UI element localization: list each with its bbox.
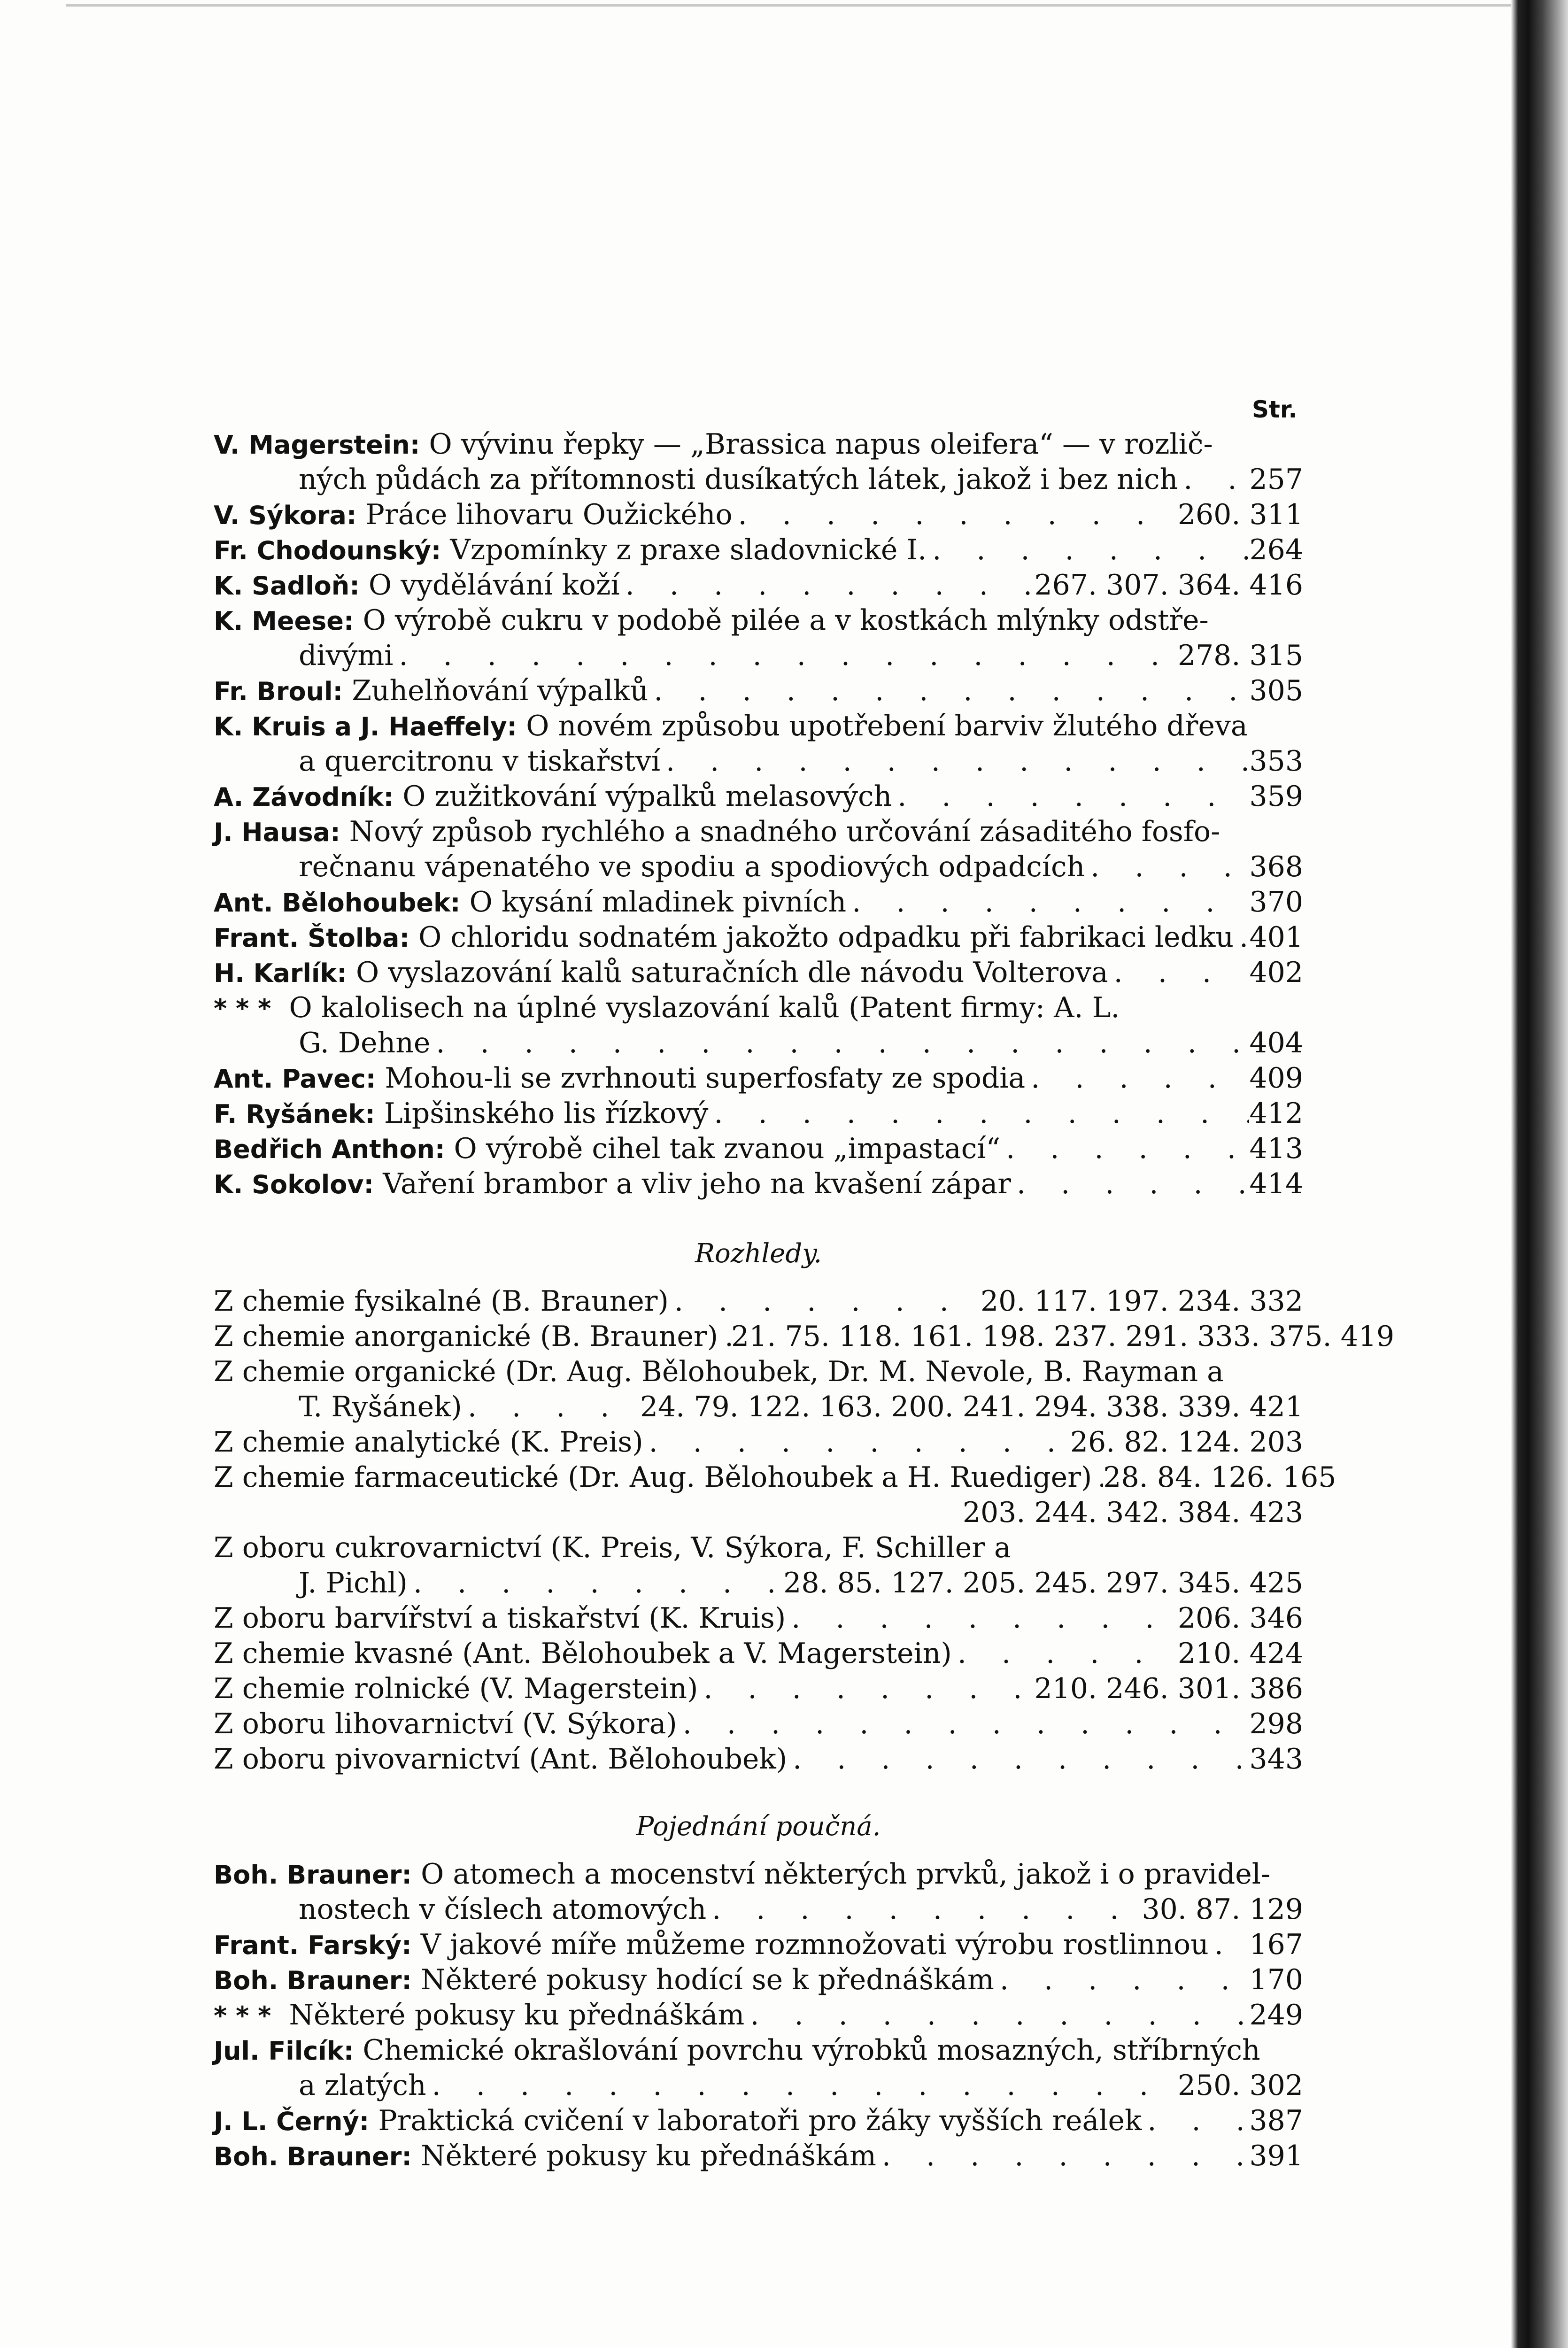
treatise-title: a zlatých	[299, 2069, 426, 2102]
review-pages: 206. 346	[1177, 1602, 1303, 1635]
page-top-edge	[66, 4, 1512, 7]
article-pages: 402	[1249, 956, 1303, 989]
review-pages: 210. 424	[1177, 1637, 1303, 1670]
review-title: Z chemie fysikalné (B. Brauner)	[214, 1285, 669, 1318]
leader-dots	[648, 674, 1249, 708]
review-title: Z oboru pivovarnictví (Ant. Bělohoubek)	[214, 1743, 788, 1776]
review-pages: 21. 75. 118. 161. 198. 237. 291. 333. 375. 419	[731, 1320, 1395, 1353]
article-pages: 409	[1249, 1062, 1303, 1095]
article-title: ných půdách za přítomnosti dusíkatých látek, jakož i bez nich	[299, 463, 1178, 496]
treatise-entry	[214, 1928, 1303, 1962]
leader-dots	[1000, 1132, 1249, 1166]
article-entry	[214, 709, 1303, 743]
leader-dots	[846, 885, 1249, 919]
treatise-pages: 249	[1249, 1999, 1303, 2031]
review-pages: 20. 117. 197. 234. 332	[980, 1285, 1303, 1318]
article-entry	[214, 1061, 1303, 1095]
article-title: O kalolisech na úplné vyslazování kalů (Patent firmy: A. L.	[289, 991, 1120, 1024]
article-pages: 260. 311	[1177, 498, 1303, 531]
treatise-title: Chemické okrašlování povrchu výrobků mosazných, stříbrných	[363, 2034, 1260, 2067]
leader-dots	[1085, 850, 1249, 884]
treatise-title: Některé pokusy ku přednáškám	[421, 2139, 876, 2172]
review-entry	[214, 1531, 1303, 1565]
article-author: K. Meese:	[214, 606, 354, 636]
leader-dots	[1025, 1061, 1249, 1095]
treatise-pages: 30. 87. 129	[1142, 1893, 1303, 1926]
article-entry	[214, 603, 1303, 637]
article-pages: 401	[1249, 921, 1303, 954]
article-entry-continued	[299, 463, 1303, 496]
leader-dots	[677, 1707, 1250, 1741]
review-entry-continued	[299, 1566, 1303, 1600]
leader-dots	[952, 1637, 1178, 1670]
article-pages: 278. 315	[1177, 639, 1303, 672]
article-title: O výrobě cukru v podobě pilée a v kostkách mlýnky odstře-	[363, 604, 1209, 637]
article-author: H. Karlík:	[214, 958, 347, 988]
article-entry	[214, 498, 1303, 532]
treatise-pages: 170	[1249, 1963, 1303, 1996]
article-author: V. Magerstein:	[214, 430, 420, 460]
leader-dots	[718, 1320, 731, 1353]
article-entry	[214, 1097, 1303, 1130]
review-title: Z oboru lihovarnictví (V. Sýkora)	[214, 1707, 677, 1740]
article-author: Ant. Pavec:	[214, 1064, 376, 1094]
article-entry	[214, 780, 1303, 813]
article-author: Fr. Chodounský:	[214, 536, 441, 565]
article-pages: 264	[1249, 533, 1303, 566]
review-title: Z chemie organické (Dr. Aug. Bělohoubek, Dr. M. Nevole, B. Rayman a	[214, 1355, 1224, 1388]
article-author: J. Hausa:	[214, 818, 340, 847]
article-entry-continued	[299, 639, 1303, 672]
article-pages: 257	[1249, 463, 1303, 496]
article-title: Práce lihovaru Oužického	[365, 498, 733, 531]
leader-dots	[733, 498, 1178, 532]
article-title: Vzpomínky z praxe sladovnické I.	[450, 533, 927, 566]
review-entry	[214, 1637, 1303, 1670]
leader-dots	[708, 1097, 1249, 1130]
article-title: O výrobě cihel tak zvanou „impastací“	[454, 1132, 1001, 1165]
article-title: Lipšinského lis řízkový	[384, 1097, 709, 1130]
article-title: O chloridu sodnatém jakožto odpadku při fabrikaci ledku	[418, 921, 1234, 954]
review-pages: 28. 85. 127. 205. 245. 297. 345. 425	[783, 1567, 1303, 1599]
anonymous-author: * * *	[214, 2001, 271, 2031]
section-heading-rozhledy: Rozhledy.	[695, 1238, 822, 1269]
article-title: rečnanu vápenatého ve spodiu a spodiových odpadcích	[299, 850, 1085, 883]
article-entry	[214, 674, 1303, 708]
review-pages: 298	[1249, 1707, 1303, 1740]
review-pages: 24. 79. 122. 163. 200. 241. 294. 338. 339. 421	[640, 1390, 1303, 1423]
leader-dots	[669, 1284, 981, 1318]
treatise-entry	[214, 1998, 1303, 2032]
review-entry	[214, 1601, 1303, 1635]
review-title: Z chemie analytické (K. Preis)	[214, 1426, 643, 1459]
review-entry	[214, 1425, 1303, 1459]
page-binding-edge	[1511, 0, 1568, 2348]
article-pages: 413	[1249, 1132, 1303, 1165]
review-pages: 203. 244. 342. 384. 423	[962, 1496, 1303, 1529]
treatise-entry-continued	[299, 1892, 1303, 1926]
treatise-author: Boh. Brauner:	[214, 2142, 412, 2171]
review-entry	[214, 1742, 1303, 1776]
article-pages: 267. 307. 364. 416	[1034, 569, 1303, 602]
leader-dots	[787, 1742, 1249, 1776]
review-title: Z chemie anorganické (B. Brauner)	[214, 1320, 718, 1353]
article-author: Bedřich Anthon:	[214, 1135, 445, 1164]
article-entry	[214, 568, 1303, 602]
article-title: O vyslazování kalů saturačních dle návodu Volterova	[356, 956, 1108, 989]
review-entry	[214, 1284, 1303, 1318]
treatise-author: J. L. Černý:	[214, 2107, 370, 2136]
review-title: Z oboru cukrovarnictví (K. Preis, V. Sýkora, F. Schiller a	[214, 1531, 1011, 1564]
page-column-label: Str.	[1252, 396, 1298, 423]
leader-dots	[660, 744, 1249, 778]
article-title: Nový způsob rychlého a snadného určování zásaditého fosfo-	[349, 815, 1220, 848]
article-pages: 412	[1249, 1097, 1303, 1130]
article-entry	[214, 991, 1303, 1025]
article-pages: 404	[1249, 1027, 1303, 1059]
leader-dots	[698, 1672, 1034, 1706]
leader-dots	[706, 1892, 1142, 1926]
article-title: a quercitronu v tiskařství	[299, 745, 661, 778]
leader-dots	[1234, 920, 1250, 954]
leader-dots	[1092, 1460, 1103, 1494]
leader-dots	[393, 639, 1177, 672]
treatise-author: Jul. Filcík:	[214, 2036, 354, 2066]
article-title: O zužitkování výpalků melasových	[402, 780, 892, 813]
treatise-pages: 391	[1249, 2139, 1303, 2172]
leader-dots	[462, 1390, 640, 1424]
treatise-author: Boh. Brauner:	[214, 1966, 412, 1995]
article-entry	[214, 920, 1303, 954]
article-title: O vývinu řepky — „Brassica napus oleifera“ — v rozlič-	[429, 428, 1213, 461]
article-author: Frant. Štolba:	[214, 923, 410, 953]
article-author: K. Sokolov:	[214, 1170, 374, 1199]
treatise-title: Některé pokusy hodící se k přednáškám	[421, 1963, 994, 1996]
leader-dots	[430, 1026, 1249, 1060]
review-entry-continued	[299, 1390, 1303, 1424]
review-title: Z chemie kvasné (Ant. Bělohoubek a V. Magerstein)	[214, 1637, 952, 1670]
leader-dots	[426, 2069, 1178, 2102]
treatise-pages: 250. 302	[1177, 2069, 1303, 2102]
treatise-title: Praktická cvičení v laboratoři pro žáky vyšších reálek	[378, 2104, 1142, 2137]
review-pages: 343	[1249, 1743, 1303, 1776]
article-author: F. Ryšánek:	[214, 1099, 375, 1129]
article-title: O kysání mladinek pivních	[469, 886, 847, 919]
review-pages: 28. 84. 126. 165	[1103, 1461, 1336, 1494]
article-title: Zuhelňování výpalků	[352, 674, 649, 707]
review-entry-continued	[214, 1496, 1303, 1529]
article-entry-continued	[299, 850, 1303, 884]
article-title: divými	[299, 639, 394, 672]
treatise-entry	[214, 2139, 1303, 2173]
review-entry	[214, 1355, 1303, 1389]
treatise-pages: 387	[1249, 2104, 1303, 2137]
article-author: K. Kruis a J. Haeffely:	[214, 712, 518, 741]
article-pages: 359	[1249, 780, 1303, 813]
leader-dots	[1178, 463, 1249, 496]
review-pages: 210. 246. 301. 386	[1034, 1672, 1303, 1705]
review-title: Z chemie farmaceutické (Dr. Aug. Bělohoubek a H. Ruediger)	[214, 1461, 1092, 1494]
leader-dots	[408, 1566, 783, 1600]
article-entry-continued	[299, 744, 1303, 778]
review-title: Z chemie rolnické (V. Magerstein)	[214, 1672, 698, 1705]
article-author: V. Sýkora:	[214, 501, 357, 530]
article-author: Ant. Bělohoubek:	[214, 888, 461, 918]
anonymous-author: * * *	[214, 994, 271, 1023]
treatise-author: Frant. Farský:	[214, 1931, 412, 1960]
review-title: Z oboru barvířství a tiskařství (K. Kruis)	[214, 1602, 786, 1635]
article-pages: 353	[1249, 745, 1303, 778]
treatise-title: Některé pokusy ku přednáškám	[289, 1999, 745, 2031]
article-pages: 368	[1249, 850, 1303, 883]
article-author: A. Závodník:	[214, 782, 394, 812]
article-author: Fr. Broul:	[214, 677, 343, 706]
treatise-title: O atomech a mocenství některých prvků, jakož i o pravidel-	[421, 1858, 1271, 1891]
review-entry	[214, 1672, 1303, 1706]
article-pages: 370	[1249, 886, 1303, 919]
leader-dots	[643, 1425, 1070, 1459]
treatise-entry-continued	[299, 2069, 1303, 2102]
treatise-entry	[214, 1963, 1303, 1997]
treatise-entry	[214, 1857, 1303, 1891]
article-pages: 305	[1249, 674, 1303, 707]
article-pages: 414	[1249, 1167, 1303, 1200]
leader-dots	[620, 568, 1035, 602]
article-author: K. Sadloň:	[214, 571, 360, 601]
article-title: Mohou-li se zvrhnouti superfosfaty ze spodia	[385, 1062, 1026, 1095]
leader-dots	[876, 2139, 1250, 2173]
leader-dots	[1108, 956, 1250, 989]
leader-dots	[1142, 2104, 1249, 2138]
review-title: T. Ryšánek)	[299, 1390, 462, 1423]
leader-dots	[927, 533, 1249, 567]
article-title: G. Dehne	[299, 1027, 431, 1059]
leader-dots	[994, 1963, 1250, 1997]
article-title: Vaření brambor a vliv jeho na kvašení zápar	[383, 1167, 1011, 1200]
article-entry	[214, 956, 1303, 989]
treatise-pages: 167	[1249, 1928, 1303, 1961]
treatise-entry	[214, 2033, 1303, 2067]
review-entry	[214, 1460, 1336, 1494]
article-entry	[214, 1132, 1303, 1166]
article-entry	[214, 885, 1303, 919]
review-pages: 26. 82. 124. 203	[1070, 1426, 1303, 1459]
article-title: O vydělávání koží	[368, 569, 620, 602]
treatise-author: Boh. Brauner:	[214, 1860, 412, 1890]
leader-dots	[786, 1601, 1178, 1635]
leader-dots	[1011, 1167, 1250, 1201]
review-entry	[214, 1707, 1303, 1741]
leader-dots	[1209, 1928, 1250, 1962]
section-heading-pojednani: Pojednání poučná.	[636, 1811, 881, 1842]
article-entry	[214, 815, 1303, 849]
treatise-title: nostech v číslech atomových	[299, 1893, 707, 1926]
article-entry	[214, 1167, 1303, 1201]
treatise-title: V jakové míře můžeme rozmnožovati výrobu rostlinnou	[420, 1928, 1209, 1961]
treatise-entry	[214, 2104, 1303, 2138]
article-entry	[214, 533, 1303, 567]
review-entry	[214, 1320, 1395, 1353]
leader-dots	[744, 1998, 1249, 2032]
article-entry	[214, 427, 1303, 461]
leader-dots	[892, 780, 1249, 813]
article-entry-continued	[299, 1026, 1303, 1060]
article-title: O novém způsobu upotřebení barviv žlutého dřeva	[526, 710, 1248, 742]
review-title: J. Pichl)	[299, 1567, 408, 1599]
